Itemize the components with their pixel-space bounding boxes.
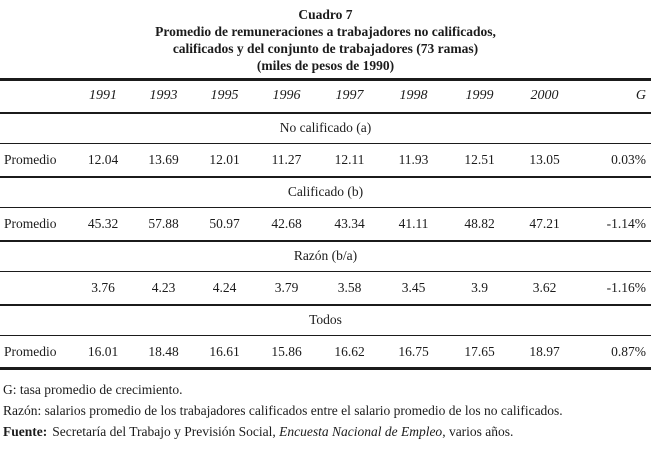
table-cell: 12.01 — [194, 144, 255, 177]
table-cell: 3.58 — [318, 272, 381, 305]
table-row — [0, 272, 651, 305]
table-cell-growth: -1.14% — [576, 208, 651, 241]
section-header-row — [0, 241, 651, 272]
table-row — [0, 144, 651, 177]
section-header-row — [0, 177, 651, 208]
table-cell: 13.69 — [133, 144, 194, 177]
section-header-todos: Todos — [0, 305, 651, 336]
table-cell: 11.27 — [255, 144, 318, 177]
table-cell: 16.62 — [318, 336, 381, 369]
source-publication: Encuesta Nacional de Empleo — [279, 424, 443, 439]
table-row — [0, 208, 651, 241]
empty-header-cell — [0, 80, 73, 113]
data-table — [0, 78, 651, 370]
table-cell: 18.48 — [133, 336, 194, 369]
note-source-line — [3, 421, 651, 442]
table-cell: 3.45 — [381, 272, 446, 305]
section-header-row — [0, 113, 651, 144]
table-cell: 4.24 — [194, 272, 255, 305]
table-cell: 13.05 — [513, 144, 576, 177]
row-label: Promedio — [0, 336, 73, 369]
table-cell: 42.68 — [255, 208, 318, 241]
table-cell: 50.97 — [194, 208, 255, 241]
row-label: Promedio — [0, 208, 73, 241]
table-cell: 43.34 — [318, 208, 381, 241]
column-header-row — [0, 80, 651, 113]
source-text: Secretaría del Trabajo y Previsión Social, — [52, 424, 280, 439]
source-label: Fuente: — [3, 424, 48, 439]
section-header-razon: Razón (b/a) — [0, 241, 651, 272]
table-cell: 12.51 — [446, 144, 513, 177]
table-cell: 15.86 — [255, 336, 318, 369]
table-cell: 17.65 — [446, 336, 513, 369]
row-label: Promedio — [0, 144, 73, 177]
note-razon-definition: Razón: salarios promedio de los trabajadores calificados entre el salario promedio de los no calificados. — [3, 403, 563, 418]
table-cell: 12.11 — [318, 144, 381, 177]
table-notes — [0, 379, 651, 442]
year-header: 1996 — [255, 80, 318, 113]
table-cell: 3.79 — [255, 272, 318, 305]
table-cell: 3.62 — [513, 272, 576, 305]
year-header: 2000 — [513, 80, 576, 113]
section-header-calificado: Calificado (b) — [0, 177, 651, 208]
row-label — [0, 272, 73, 305]
year-header: 1997 — [318, 80, 381, 113]
table-cell-growth: 0.03% — [576, 144, 651, 177]
year-header: 1995 — [194, 80, 255, 113]
table-cell-growth: 0.87% — [576, 336, 651, 369]
table-cell: 3.76 — [73, 272, 133, 305]
table-number: Cuadro 7 — [298, 7, 353, 22]
table-cell: 11.93 — [381, 144, 446, 177]
table-title-block — [0, 0, 651, 74]
table-cell: 57.88 — [133, 208, 194, 241]
table-cell: 12.04 — [73, 144, 133, 177]
table-title-units: (miles de pesos de 1990) — [256, 58, 395, 73]
table-cell: 16.61 — [194, 336, 255, 369]
table-cell-growth: -1.16% — [576, 272, 651, 305]
table-cell: 41.11 — [381, 208, 446, 241]
table-cell: 45.32 — [73, 208, 133, 241]
section-header-no-calificado: No calificado (a) — [0, 113, 651, 144]
table-cell: 4.23 — [133, 272, 194, 305]
table-cell: 18.97 — [513, 336, 576, 369]
year-header: 1991 — [73, 80, 133, 113]
source-tail: , varios años. — [442, 424, 514, 439]
table-cell: 47.21 — [513, 208, 576, 241]
section-header-row — [0, 305, 651, 336]
year-header: 1999 — [446, 80, 513, 113]
growth-header: G — [576, 80, 651, 113]
table-cell: 16.01 — [73, 336, 133, 369]
table-cell: 48.82 — [446, 208, 513, 241]
table-row — [0, 336, 651, 369]
table-title-line-1: Promedio de remuneraciones a trabajadores no calificados, — [155, 24, 496, 39]
table-cell: 16.75 — [381, 336, 446, 369]
table-cell: 3.9 — [446, 272, 513, 305]
year-header: 1993 — [133, 80, 194, 113]
year-header: 1998 — [381, 80, 446, 113]
table-title-line-2: calificados y del conjunto de trabajadores (73 ramas) — [172, 41, 479, 56]
note-growth-definition: G: tasa promedio de crecimiento. — [3, 382, 183, 397]
